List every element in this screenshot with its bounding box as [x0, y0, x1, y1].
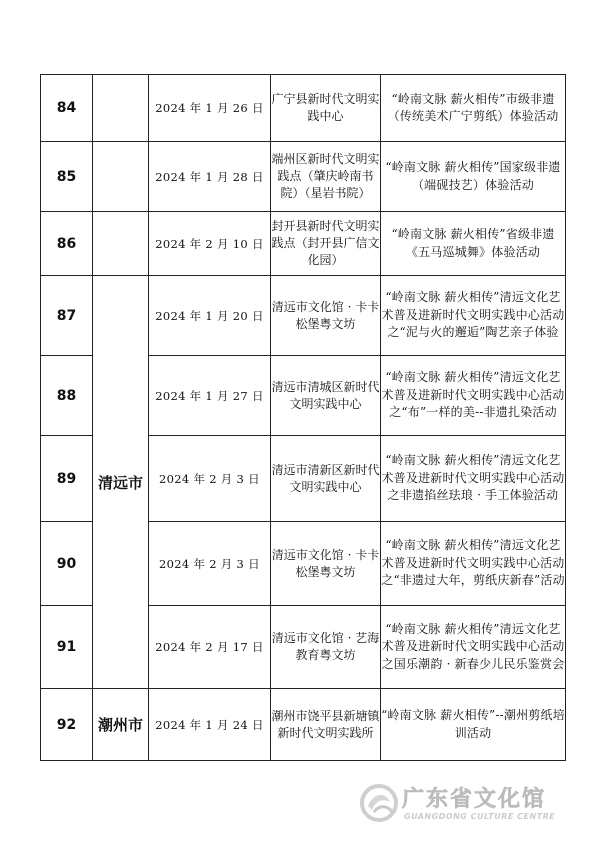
- row-number: 88: [41, 356, 93, 436]
- venue-text: 清远市清新区新时代文明实践中心: [271, 462, 380, 494]
- activity-date: 2024 年 1 月 24 日: [149, 689, 271, 761]
- culture-centre-logo-icon: [358, 782, 400, 824]
- table-row: [41, 276, 566, 356]
- table-row: [41, 142, 566, 212]
- activity-text: “岭南文脉 薪火相传”省级非遗《五马巡城舞》体验活动: [391, 227, 555, 259]
- table-row: [41, 689, 566, 761]
- row-number: 86: [41, 212, 93, 276]
- activity-schedule-table: [40, 74, 566, 761]
- venue-cell: [271, 75, 381, 142]
- activity-text: “岭南文脉 薪火相传”--潮州剪纸培训活动: [381, 708, 565, 740]
- venue-text: 潮州市饶平县新塘镇新时代文明实践所: [271, 708, 380, 740]
- row-number: 91: [41, 606, 93, 689]
- venue-text: 清远市清城区新时代文明实践中心: [271, 379, 380, 411]
- venue-text: 端州区新时代文明实践点（肇庆岭南书院）（星岩书院）: [271, 152, 380, 200]
- venue-cell: [271, 689, 381, 761]
- row-number: 84: [41, 75, 93, 142]
- activity-cell: [381, 75, 566, 142]
- activity-text: “岭南文脉 薪火相传”国家级非遗（端砚技艺）体验活动: [385, 160, 561, 192]
- row-number: 85: [41, 142, 93, 212]
- activity-text: “岭南文脉 薪火相传”清远文化艺术普及进新时代文明实践中心活动之非遗掐丝珐琅 · 手工体验活动: [381, 453, 565, 503]
- watermark-english: GUANGDONG CULTURE CENTRE: [404, 812, 556, 821]
- venue-cell: [271, 212, 381, 276]
- venue-cell: [271, 356, 381, 436]
- activity-text: “岭南文脉 薪火相传”清远文化艺术普及进新时代文明实践中心活动之“泥与火的邂逅”陶艺亲子体验: [381, 290, 565, 340]
- activity-cell: [381, 212, 566, 276]
- row-number: 90: [41, 522, 93, 606]
- venue-cell: [271, 522, 381, 606]
- table-row: [41, 75, 566, 142]
- activity-date: 2024 年 1 月 27 日: [149, 356, 271, 436]
- activity-cell: [381, 606, 566, 689]
- table-row: [41, 212, 566, 276]
- activity-cell: [381, 142, 566, 212]
- venue-cell: [271, 436, 381, 522]
- activity-date: 2024 年 1 月 28 日: [149, 142, 271, 212]
- city-cell-empty: [93, 142, 149, 212]
- venue-text: 清远市文化馆 · 艺海教育粤文坊: [271, 631, 380, 662]
- activity-date: 2024 年 2 月 17 日: [149, 606, 271, 689]
- activity-text: “岭南文脉 薪火相传”清远文化艺术普及进新时代文明实践中心活动之“布”一样的美--非遗扎染活动: [381, 370, 565, 420]
- venue-cell: [271, 276, 381, 356]
- activity-date: 2024 年 1 月 20 日: [149, 276, 271, 356]
- venue-text: 封开县新时代文明实践点（封开县广信文化园）: [271, 219, 380, 267]
- activity-cell: [381, 522, 566, 606]
- activity-date: 2024 年 2 月 10 日: [149, 212, 271, 276]
- venue-text: 广宁县新时代文明实践中心: [271, 92, 380, 123]
- activity-cell: [381, 356, 566, 436]
- activity-cell: [381, 689, 566, 761]
- activity-text: “岭南文脉 薪火相传”清远文化艺术普及进新时代文明实践中心活动之国乐潮韵 · 新春少儿民乐鉴赏会: [381, 621, 565, 671]
- activity-date: 2024 年 2 月 3 日: [149, 436, 271, 522]
- row-number: 87: [41, 276, 93, 356]
- activity-cell: [381, 436, 566, 522]
- watermark: [358, 780, 578, 828]
- city-cell-qingyuan: 清远市: [93, 276, 149, 689]
- row-number: 89: [41, 436, 93, 522]
- venue-text: 清远市文化馆 · 卡卡松堡粤文坊: [271, 299, 380, 331]
- city-cell-empty: [93, 212, 149, 276]
- row-number: 92: [41, 689, 93, 761]
- activity-cell: [381, 276, 566, 356]
- venue-text: 清远市文化馆 · 卡卡松堡粤文坊: [271, 547, 380, 579]
- watermark-name: 广东省文化馆: [402, 787, 547, 812]
- activity-text: “岭南文脉 薪火相传”市级非遗（传统美术广宁剪纸）体验活动: [387, 91, 559, 123]
- activity-text: “岭南文脉 薪火相传”清远文化艺术普及进新时代文明实践中心活动之“非遗过大年，剪纸庆新春”活动: [381, 538, 565, 588]
- city-cell-chaozhou: 潮州市: [93, 689, 149, 761]
- activity-date: 2024 年 2 月 3 日: [149, 522, 271, 606]
- city-cell-empty: [93, 75, 149, 142]
- venue-cell: [271, 606, 381, 689]
- venue-cell: [271, 142, 381, 212]
- activity-date: 2024 年 1 月 26 日: [149, 75, 271, 142]
